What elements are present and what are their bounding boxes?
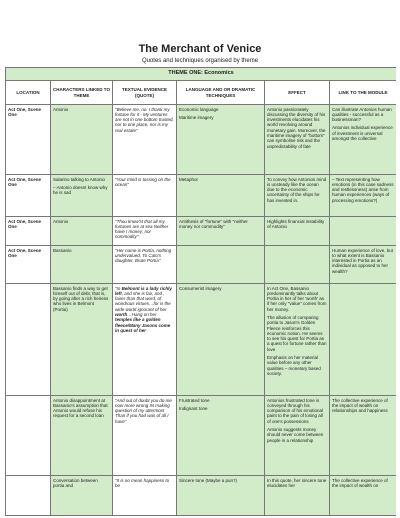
table-row	[6, 476, 397, 516]
effect-paragraph: Emphasis on her material value before any other qualities – monetary based society.	[267, 355, 321, 376]
quote-segment: worth	[115, 311, 128, 317]
characters-cell	[51, 284, 113, 396]
link-cell	[330, 175, 397, 217]
table-row	[6, 105, 397, 175]
quote-cell: "Believe me, no. I thank my fortune for it - My ventures are not in one bottom trusted, nor to one place, nor is my real estate"	[113, 105, 177, 175]
character-note: Bassanio finds a way to get himself out of debt, that is, by going after a rich heiress who lives in Belmont (Portia)	[53, 285, 109, 312]
technique-item: Maritime imagery	[179, 114, 214, 120]
effect-cell	[265, 105, 330, 175]
technique-item: Indignant tone	[179, 405, 208, 411]
link-cell	[330, 396, 397, 476]
link-cell	[330, 246, 397, 284]
table-body	[6, 105, 397, 516]
table-row	[6, 175, 397, 217]
techniques-cell	[177, 284, 265, 396]
column-header-link: LINK TO THE MODULE	[330, 81, 397, 105]
technique-item: Antithesis of "fortune" with "neither money nor commodity"	[179, 218, 248, 229]
characters-cell	[51, 105, 113, 175]
characters-cell	[51, 246, 113, 284]
table-row	[6, 284, 397, 396]
quote-cell	[113, 284, 177, 396]
link-paragraph: The collective experience of the impact of wealth on relationships and happiness	[332, 397, 388, 414]
location-cell: Act One, Scene One	[6, 246, 51, 284]
link-cell	[330, 476, 397, 516]
quote-cell: "It is no mean happiness to be	[113, 476, 177, 516]
page-subtitle: Quotes and techniques organised by theme	[141, 58, 259, 64]
character-note: Antonio	[53, 106, 69, 112]
quote-cell: "Her name is Portia, nothing undervalued, To Cato's daughter, Brute Portia"	[113, 246, 177, 284]
effect-cell	[265, 246, 330, 284]
link-paragraph: Can illustrate Antonios human qualities - successful as a businessman?	[332, 106, 392, 123]
location-cell	[6, 396, 51, 476]
link-paragraph: Human experience of love, but to what extent is Bassanio interested in Portia as an individual as opposed to her wealth?	[332, 247, 394, 274]
effect-paragraph: Antonios frustrated tone is conveyed through his comparison of his emotional paint to the pain of losing all of one's possessions	[267, 397, 324, 424]
link-cell	[330, 105, 397, 175]
effect-cell	[265, 284, 330, 396]
location-cell: Act One, Scene One	[6, 105, 51, 175]
quote-segment: , and she is fair, and , fairer than that word, of wondrous virtues…for is the wide world ignorant of her	[115, 290, 171, 312]
column-header-quote: TEXTUAL EVIDENCE (QUOTE)	[113, 81, 177, 105]
techniques-cell	[177, 476, 265, 516]
effect-paragraph: Highlights financial instability of Antonio	[267, 218, 325, 229]
location-cell	[6, 284, 51, 396]
technique-item: Sincere tone (Maybe a pun?)	[179, 477, 238, 483]
character-note: Antonio	[53, 218, 69, 224]
effect-cell	[265, 175, 330, 217]
table-row	[6, 396, 397, 476]
effect-paragraph: Antonio passionately discussing the diversity of his investments elucidates his world revolving around monetary gain. Moreover, the maritime imagery of "bottom" can symbolise risk and the unpredictability of fate	[267, 106, 326, 149]
quote-segment: Belmont is a lady richly left	[115, 285, 172, 296]
table-row	[6, 246, 397, 284]
link-paragraph: The collective experience of the impact of wealth on	[332, 477, 388, 488]
characters-cell	[51, 175, 113, 217]
technique-item: Frustrated tone	[179, 397, 210, 403]
link-paragraph: – Text representing how emotions (in this case sadness and restlessness) arise from human experiences (ways of processing emotions?)	[332, 176, 394, 203]
quote-segment: "In	[115, 285, 122, 291]
column-header-effect: EFFECT	[265, 81, 330, 105]
column-header-location: LOCATION	[6, 81, 51, 105]
technique-item: Consumerist imagery	[179, 285, 222, 291]
effect-paragraph: In Act One, Bassanio predominantly talks about Portia in her of her 'worth' as if her only "value" comes from her money.	[267, 285, 327, 312]
link-paragraph: Antonios individual experience of investment is universal amongst the collective	[332, 125, 393, 141]
column-header-techniques: LANGUAGE AND OR DRAMATIC TECHNIQUES	[177, 81, 265, 105]
quote-segment: …Hang on her	[127, 311, 157, 317]
effect-paragraph: Antonio suggests money should never come between people in a relationship	[267, 426, 324, 443]
effect-cell	[265, 217, 330, 246]
quote-segment: temples like a golden fleece/Many Jasons come in quest of her	[115, 317, 171, 333]
character-note: Conversation between portia and	[53, 477, 98, 488]
location-cell: Act One, Scene One	[6, 217, 51, 246]
link-cell	[330, 217, 397, 246]
character-note: Antonio disappointment at Bassanio's assumption that Antonio would refuse his request for a second loan	[53, 397, 108, 419]
page-title: The Merchant of Venice	[138, 43, 262, 55]
techniques-cell	[177, 105, 265, 175]
characters-cell	[51, 476, 113, 516]
characters-cell	[51, 217, 113, 246]
effect-paragraph: To convey how Antonios mind is unsteady like the ocean due to the economic uncertainty of the ships he has invested in.	[267, 176, 327, 203]
techniques-cell	[177, 396, 265, 476]
theme-table-container	[5, 67, 396, 518]
quote-cell: "And out of doubt you do me now more wrong IN making question of my uttermost Than if you had was of all I have"	[113, 396, 177, 476]
technique-item: Economic language	[179, 106, 219, 112]
technique-item: Metaphor	[179, 176, 199, 182]
location-cell: Act One, Scene One	[6, 175, 51, 217]
table-row	[6, 217, 397, 246]
effect-cell	[265, 476, 330, 516]
characters-cell	[51, 396, 113, 476]
column-header-characters: CHARACTERS LINKED TO THEME	[51, 81, 113, 105]
quote-cell: "Thou know'st that all my fortunes are at sea Neither have I money; nor commodity"	[113, 217, 177, 246]
link-cell	[330, 284, 397, 396]
techniques-cell	[177, 175, 265, 217]
character-note: Salarino talking to Antonio	[53, 176, 106, 182]
effect-paragraph: In this quote, her sincere tone elucidates her	[267, 477, 327, 488]
techniques-cell	[177, 246, 265, 284]
effect-cell	[265, 396, 330, 476]
theme-heading: THEME ONE: Economics	[6, 68, 397, 81]
character-note: Bassanio	[53, 247, 72, 253]
theme-table	[5, 67, 396, 516]
location-cell	[6, 476, 51, 516]
character-note: – Antonio doesnt know why he is sad	[53, 184, 108, 196]
effect-paragraph: The allusion of comparing portia to Jason's Golden Fleece reinforces this economic notion. He seems to see his quest for Portia as a quest for fortune rather than love	[267, 314, 327, 352]
techniques-cell	[177, 217, 265, 246]
quote-cell: "Your mind is tossing on the ocean"	[113, 175, 177, 217]
